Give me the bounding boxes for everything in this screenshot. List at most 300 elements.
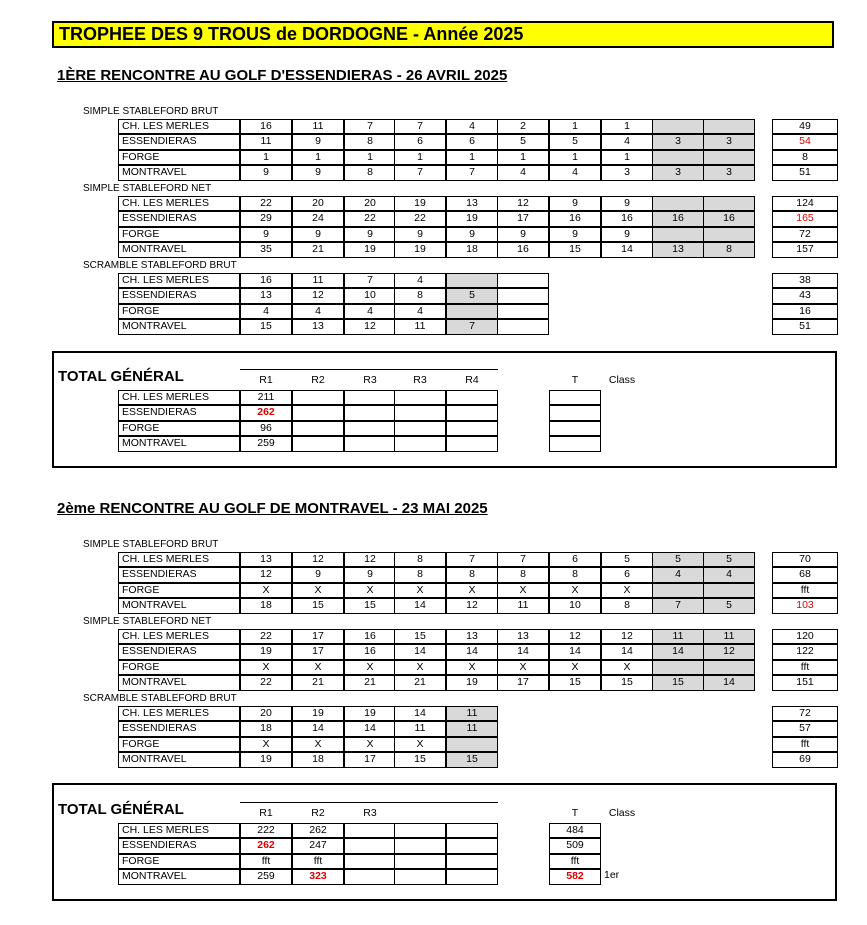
- total-row: [0, 405, 867, 420]
- score-cell: 18: [292, 752, 344, 767]
- round-header: R3: [413, 374, 427, 386]
- score-cell: X: [549, 660, 601, 675]
- table-row: [0, 752, 867, 767]
- row-total-cell: 69: [772, 752, 838, 767]
- table-row: [0, 721, 867, 736]
- table-row: [0, 552, 867, 567]
- round-total-cell: [394, 854, 446, 869]
- score-cell: 20: [292, 196, 344, 211]
- score-cell: 15: [292, 598, 344, 613]
- score-cell: X: [344, 660, 396, 675]
- score-cell: 6: [446, 134, 498, 149]
- round-total-cell: [394, 390, 446, 405]
- score-cell: 11: [497, 598, 549, 613]
- score-cell: [652, 660, 704, 675]
- grand-total-cell: [549, 390, 601, 405]
- score-cell: 17: [292, 644, 344, 659]
- score-cell: 4: [240, 304, 292, 319]
- round-total-cell: [344, 854, 396, 869]
- score-cell: 8: [497, 567, 549, 582]
- grand-total-cell: [549, 405, 601, 420]
- score-cell: 1: [601, 150, 653, 165]
- team-name-cell: CH. LES MERLES: [118, 196, 240, 211]
- score-cell: 17: [344, 752, 396, 767]
- row-total-cell: 151: [772, 675, 838, 690]
- score-cell: X: [601, 660, 653, 675]
- round-total-cell: [344, 838, 396, 853]
- score-cell: 12: [703, 644, 755, 659]
- round-total-cell: [344, 869, 396, 884]
- team-name-cell: MONTRAVEL: [118, 598, 240, 613]
- score-cell: 9: [549, 196, 601, 211]
- header-cell-border: [240, 802, 292, 803]
- round-total-cell: [446, 436, 498, 451]
- score-cell: 8: [549, 567, 601, 582]
- score-cell: 18: [240, 598, 292, 613]
- round-total-cell: [344, 405, 396, 420]
- category-label: SCRAMBLE STABLEFORD BRUT: [83, 260, 237, 271]
- score-cell: [652, 119, 704, 134]
- score-cell: [703, 119, 755, 134]
- score-cell: 9: [446, 227, 498, 242]
- row-total-cell: 8: [772, 150, 838, 165]
- score-cell: 4: [497, 165, 549, 180]
- row-total-cell: 103: [772, 598, 838, 613]
- score-cell: 11: [240, 134, 292, 149]
- table-row: [0, 319, 867, 334]
- table-row: [0, 629, 867, 644]
- score-cell: 7: [497, 552, 549, 567]
- score-cell: 14: [394, 644, 446, 659]
- score-cell: 29: [240, 211, 292, 226]
- team-name-cell: MONTRAVEL: [118, 242, 240, 257]
- score-cell: 9: [240, 227, 292, 242]
- team-name-cell: CH. LES MERLES: [118, 119, 240, 134]
- round-total-cell: [394, 823, 446, 838]
- grand-total-cell: fft: [549, 854, 601, 869]
- score-cell: 5: [497, 134, 549, 149]
- score-cell: 12: [344, 319, 396, 334]
- score-cell: X: [344, 737, 396, 752]
- team-name-cell: ESSENDIERAS: [118, 721, 240, 736]
- score-cell: 4: [601, 134, 653, 149]
- score-cell: 11: [446, 721, 498, 736]
- round-total-cell: 222: [240, 823, 292, 838]
- score-cell: 10: [344, 288, 396, 303]
- score-cell: 15: [344, 598, 396, 613]
- class-header: Class: [608, 374, 636, 386]
- score-cell: 1: [446, 150, 498, 165]
- header-cell-border: [446, 369, 498, 370]
- category-label: SIMPLE STABLEFORD BRUT: [83, 539, 219, 550]
- round-total-cell: [292, 436, 344, 451]
- row-total-cell: 54: [772, 134, 838, 149]
- team-name-cell: CH. LES MERLES: [118, 273, 240, 288]
- rencontre-heading: 1ÈRE RENCONTRE AU GOLF D'ESSENDIERAS - 26 AVRIL 2025: [57, 67, 508, 84]
- score-cell: [446, 304, 498, 319]
- round-total-cell: [446, 405, 498, 420]
- score-cell: 15: [240, 319, 292, 334]
- score-cell: 12: [601, 629, 653, 644]
- table-row: [0, 567, 867, 582]
- score-cell: 1: [497, 150, 549, 165]
- score-cell: 15: [394, 629, 446, 644]
- score-cell: [497, 319, 549, 334]
- row-total-cell: 70: [772, 552, 838, 567]
- score-cell: 16: [240, 119, 292, 134]
- score-cell: 11: [652, 629, 704, 644]
- total-row: [0, 869, 867, 884]
- score-cell: [497, 273, 549, 288]
- total-general-title: TOTAL GÉNÉRAL: [58, 801, 184, 818]
- score-cell: 5: [703, 552, 755, 567]
- round-total-cell: 323: [292, 869, 344, 884]
- team-name-cell: MONTRAVEL: [118, 869, 240, 884]
- score-cell: 5: [601, 552, 653, 567]
- score-cell: X: [240, 737, 292, 752]
- row-total-cell: fft: [772, 660, 838, 675]
- score-cell: 9: [292, 227, 344, 242]
- team-name-cell: CH. LES MERLES: [118, 390, 240, 405]
- table-row: [0, 134, 867, 149]
- team-name-cell: MONTRAVEL: [118, 165, 240, 180]
- score-cell: X: [394, 583, 446, 598]
- team-name-cell: MONTRAVEL: [118, 436, 240, 451]
- score-cell: 9: [344, 567, 396, 582]
- score-cell: 9: [292, 165, 344, 180]
- round-total-cell: 262: [292, 823, 344, 838]
- round-total-cell: [394, 421, 446, 436]
- grand-total-cell: 509: [549, 838, 601, 853]
- table-row: [0, 273, 867, 288]
- team-name-cell: CH. LES MERLES: [118, 706, 240, 721]
- score-cell: 4: [652, 567, 704, 582]
- score-cell: 18: [240, 721, 292, 736]
- score-cell: 19: [240, 752, 292, 767]
- score-cell: 19: [292, 706, 344, 721]
- team-name-cell: FORGE: [118, 421, 240, 436]
- score-cell: 19: [446, 211, 498, 226]
- table-row: [0, 598, 867, 613]
- grand-total-cell: [549, 421, 601, 436]
- score-cell: X: [497, 660, 549, 675]
- header-cell-border: [292, 802, 344, 803]
- round-total-cell: [394, 869, 446, 884]
- score-cell: [703, 196, 755, 211]
- row-total-cell: 122: [772, 644, 838, 659]
- score-cell: 19: [344, 706, 396, 721]
- round-total-cell: 259: [240, 436, 292, 451]
- score-cell: 8: [446, 567, 498, 582]
- row-total-cell: fft: [772, 737, 838, 752]
- score-cell: 13: [292, 319, 344, 334]
- score-cell: 7: [394, 119, 446, 134]
- score-cell: 4: [292, 304, 344, 319]
- team-name-cell: CH. LES MERLES: [118, 552, 240, 567]
- table-row: [0, 288, 867, 303]
- score-cell: 11: [703, 629, 755, 644]
- score-cell: X: [497, 583, 549, 598]
- score-cell: [497, 288, 549, 303]
- score-cell: 11: [394, 319, 446, 334]
- score-cell: 14: [601, 242, 653, 257]
- row-total-cell: 16: [772, 304, 838, 319]
- round-total-cell: [394, 436, 446, 451]
- round-header: R1: [259, 374, 273, 386]
- round-header: R1: [259, 807, 273, 819]
- score-cell: 13: [652, 242, 704, 257]
- total-general-title: TOTAL GÉNÉRAL: [58, 368, 184, 385]
- score-cell: [703, 660, 755, 675]
- round-total-cell: [292, 421, 344, 436]
- score-cell: 1: [240, 150, 292, 165]
- score-cell: 9: [497, 227, 549, 242]
- score-cell: [703, 583, 755, 598]
- score-cell: 12: [240, 567, 292, 582]
- score-cell: 14: [344, 721, 396, 736]
- table-row: [0, 644, 867, 659]
- score-cell: 14: [292, 721, 344, 736]
- row-total-cell: 51: [772, 319, 838, 334]
- score-cell: 17: [497, 675, 549, 690]
- row-total-cell: 68: [772, 567, 838, 582]
- score-cell: 24: [292, 211, 344, 226]
- score-cell: 17: [497, 211, 549, 226]
- score-cell: 1: [549, 150, 601, 165]
- score-cell: X: [549, 583, 601, 598]
- score-cell: 13: [446, 196, 498, 211]
- score-cell: X: [240, 583, 292, 598]
- category-label: SIMPLE STABLEFORD NET: [83, 616, 212, 627]
- row-total-cell: 49: [772, 119, 838, 134]
- score-cell: X: [344, 583, 396, 598]
- score-cell: 19: [240, 644, 292, 659]
- team-name-cell: FORGE: [118, 150, 240, 165]
- table-row: [0, 227, 867, 242]
- score-cell: 16: [497, 242, 549, 257]
- score-cell: 13: [240, 288, 292, 303]
- team-name-cell: ESSENDIERAS: [118, 644, 240, 659]
- score-cell: 15: [446, 752, 498, 767]
- score-cell: 12: [446, 598, 498, 613]
- round-total-cell: 262: [240, 838, 292, 853]
- score-cell: 7: [344, 273, 396, 288]
- header-cell-border: [446, 802, 498, 803]
- score-cell: 15: [549, 675, 601, 690]
- score-cell: 12: [497, 196, 549, 211]
- score-cell: 6: [601, 567, 653, 582]
- round-total-cell: 259: [240, 869, 292, 884]
- total-row: [0, 854, 867, 869]
- score-cell: 5: [652, 552, 704, 567]
- score-cell: X: [394, 660, 446, 675]
- round-total-cell: 211: [240, 390, 292, 405]
- category-label: SIMPLE STABLEFORD NET: [83, 183, 212, 194]
- t-header: T: [571, 807, 579, 819]
- table-row: [0, 660, 867, 675]
- round-total-cell: [344, 421, 396, 436]
- score-cell: 22: [394, 211, 446, 226]
- score-cell: 13: [446, 629, 498, 644]
- score-cell: 13: [497, 629, 549, 644]
- score-cell: [703, 150, 755, 165]
- round-total-cell: 247: [292, 838, 344, 853]
- score-cell: 20: [240, 706, 292, 721]
- score-cell: 16: [344, 644, 396, 659]
- header-cell-border: [344, 369, 396, 370]
- score-cell: 1: [344, 150, 396, 165]
- score-cell: 6: [394, 134, 446, 149]
- round-total-cell: [446, 823, 498, 838]
- score-cell: 4: [394, 304, 446, 319]
- round-header: R2: [311, 807, 325, 819]
- score-cell: 9: [549, 227, 601, 242]
- score-cell: [652, 196, 704, 211]
- score-cell: 7: [344, 119, 396, 134]
- score-cell: 11: [446, 706, 498, 721]
- score-cell: 1: [549, 119, 601, 134]
- score-cell: 14: [394, 598, 446, 613]
- total-row: [0, 421, 867, 436]
- score-cell: 21: [344, 675, 396, 690]
- row-total-cell: 57: [772, 721, 838, 736]
- header-cell-border: [344, 802, 396, 803]
- score-cell: 18: [446, 242, 498, 257]
- score-cell: 7: [446, 165, 498, 180]
- grand-total-cell: 582: [549, 869, 601, 884]
- score-cell: 7: [446, 552, 498, 567]
- round-header: R4: [465, 374, 479, 386]
- round-total-cell: [344, 436, 396, 451]
- team-name-cell: FORGE: [118, 227, 240, 242]
- score-cell: 35: [240, 242, 292, 257]
- round-total-cell: [446, 390, 498, 405]
- table-row: [0, 150, 867, 165]
- score-cell: 5: [549, 134, 601, 149]
- score-cell: [652, 227, 704, 242]
- team-name-cell: ESSENDIERAS: [118, 567, 240, 582]
- round-header: R3: [363, 807, 377, 819]
- round-total-cell: [446, 421, 498, 436]
- score-cell: 9: [601, 196, 653, 211]
- round-header: R3: [363, 374, 377, 386]
- score-cell: X: [394, 737, 446, 752]
- score-cell: 11: [394, 721, 446, 736]
- round-total-cell: [292, 405, 344, 420]
- table-row: [0, 119, 867, 134]
- total-row: [0, 823, 867, 838]
- table-row: [0, 706, 867, 721]
- header-cell-border: [292, 369, 344, 370]
- round-total-cell: fft: [292, 854, 344, 869]
- score-cell: 16: [652, 211, 704, 226]
- score-cell: 9: [394, 227, 446, 242]
- round-total-cell: [446, 838, 498, 853]
- score-cell: X: [292, 660, 344, 675]
- page-title: TROPHEE DES 9 TROUS de DORDOGNE - Année 2025: [52, 21, 834, 48]
- table-row: [0, 675, 867, 690]
- team-name-cell: MONTRAVEL: [118, 752, 240, 767]
- team-name-cell: FORGE: [118, 304, 240, 319]
- score-cell: 10: [549, 598, 601, 613]
- table-row: [0, 196, 867, 211]
- t-header: T: [571, 374, 579, 386]
- grand-total-cell: 484: [549, 823, 601, 838]
- score-cell: 4: [344, 304, 396, 319]
- round-total-cell: [446, 869, 498, 884]
- score-cell: 1: [292, 150, 344, 165]
- score-cell: 15: [652, 675, 704, 690]
- round-total-cell: fft: [240, 854, 292, 869]
- round-total-cell: 262: [240, 405, 292, 420]
- score-cell: 12: [344, 552, 396, 567]
- score-cell: 8: [394, 552, 446, 567]
- score-cell: 22: [240, 629, 292, 644]
- score-cell: 8: [703, 242, 755, 257]
- total-row: [0, 390, 867, 405]
- score-cell: [497, 304, 549, 319]
- round-total-cell: [344, 390, 396, 405]
- team-name-cell: CH. LES MERLES: [118, 823, 240, 838]
- score-cell: 14: [446, 644, 498, 659]
- score-cell: 14: [497, 644, 549, 659]
- team-name-cell: ESSENDIERAS: [118, 838, 240, 853]
- score-cell: 12: [549, 629, 601, 644]
- score-cell: 1: [601, 119, 653, 134]
- row-total-cell: 51: [772, 165, 838, 180]
- row-total-cell: 38: [772, 273, 838, 288]
- team-name-cell: ESSENDIERAS: [118, 405, 240, 420]
- score-cell: 16: [549, 211, 601, 226]
- score-cell: 14: [601, 644, 653, 659]
- score-cell: 9: [240, 165, 292, 180]
- row-total-cell: 43: [772, 288, 838, 303]
- table-row: [0, 211, 867, 226]
- score-cell: 8: [394, 567, 446, 582]
- round-total-cell: [394, 405, 446, 420]
- row-total-cell: fft: [772, 583, 838, 598]
- score-cell: [446, 273, 498, 288]
- score-cell: 8: [601, 598, 653, 613]
- score-cell: X: [446, 583, 498, 598]
- score-cell: X: [292, 583, 344, 598]
- round-total-cell: [344, 823, 396, 838]
- header-cell-border: [394, 369, 446, 370]
- score-cell: 14: [703, 675, 755, 690]
- row-total-cell: 120: [772, 629, 838, 644]
- score-cell: 14: [394, 706, 446, 721]
- table-row: [0, 304, 867, 319]
- score-cell: 14: [549, 644, 601, 659]
- score-cell: 15: [394, 752, 446, 767]
- score-cell: 22: [240, 196, 292, 211]
- score-cell: 20: [344, 196, 396, 211]
- score-cell: X: [601, 583, 653, 598]
- class-header: Class: [608, 807, 636, 819]
- table-row: [0, 242, 867, 257]
- score-cell: 3: [601, 165, 653, 180]
- score-cell: 12: [292, 288, 344, 303]
- score-cell: 19: [446, 675, 498, 690]
- score-cell: 13: [240, 552, 292, 567]
- team-name-cell: FORGE: [118, 583, 240, 598]
- score-cell: 9: [292, 567, 344, 582]
- score-cell: 12: [292, 552, 344, 567]
- score-cell: 8: [344, 134, 396, 149]
- row-total-cell: 72: [772, 706, 838, 721]
- table-row: [0, 737, 867, 752]
- row-total-cell: 124: [772, 196, 838, 211]
